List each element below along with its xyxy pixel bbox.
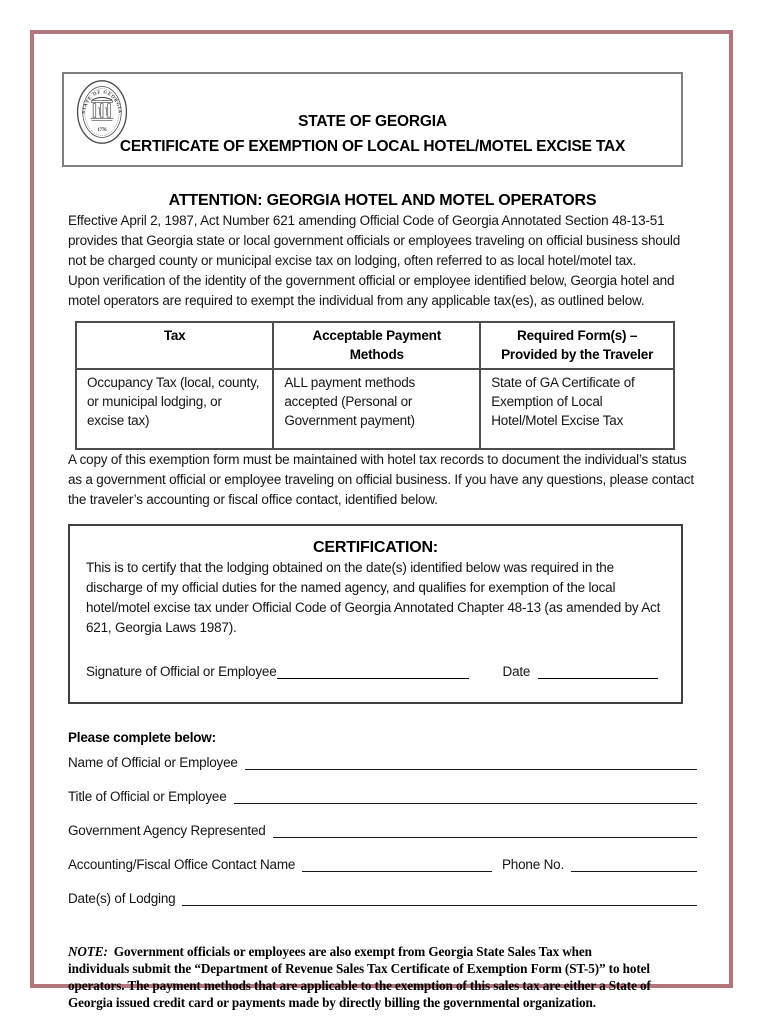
note-body: Government officials or employees are also exempt from Georgia State Sales Tax when individuals submit the “Department of Revenue Sales Tax Certificate of Exemption Form (ST-5)” to hotel operators. The payment methods that are applicable to the exemption of this sales tax are either a State of Georgia issued credit card or payments made by directly billing the governmental organization. (68, 944, 651, 1010)
document-title-line1: STATE OF GEORGIA (298, 113, 447, 130)
document-title-block (64, 109, 681, 159)
title-field-label: Title of Official or Employee (68, 789, 227, 804)
form-row-name (68, 753, 697, 773)
paragraph-copy-requirement: A copy of this exemption form must be maintained with hotel tax records to document the individual’s status as a government official or employee traveling on official business. If you have any questions, please contact the traveler’s accounting or fiscal office contact, identified below. (68, 452, 694, 507)
table-cell-payment-methods: ALL payment methods accepted (Personal or Government payment) (273, 369, 480, 449)
note-paragraph (68, 943, 656, 1011)
form-row-contact-phone (68, 855, 697, 875)
name-field-label: Name of Official or Employee (68, 755, 238, 770)
certification-title: CERTIFICATION: (313, 539, 438, 556)
complete-below-section (68, 728, 697, 909)
agency-field-label: Government Agency Represented (68, 823, 266, 838)
agency-field-line[interactable] (273, 836, 697, 838)
complete-below-heading: Please complete below: (68, 730, 216, 745)
signature-line[interactable] (277, 677, 469, 679)
contact-name-field-label: Accounting/Fiscal Office Contact Name (68, 857, 296, 872)
title-field-line[interactable] (234, 802, 697, 804)
document-header-box (62, 72, 683, 167)
table-row (76, 369, 674, 449)
tax-exemption-table (75, 321, 675, 450)
note-prefix: NOTE: (68, 944, 108, 959)
name-field-line[interactable] (245, 768, 697, 770)
document-content (34, 34, 729, 1011)
svg-text:1776: 1776 (97, 128, 107, 134)
table-header-required-forms: Required Form(s) – Provided by the Traveler (480, 322, 674, 369)
document-title-line2: CERTIFICATE OF EXEMPTION OF LOCAL HOTEL/MOTEL EXCISE TAX (119, 138, 626, 155)
date-line[interactable] (538, 677, 658, 679)
phone-field-line[interactable] (571, 870, 697, 872)
lodging-dates-field-label: Date(s) of Lodging (68, 891, 176, 906)
paragraph-effective-act: Effective April 2, 1987, Act Number 621 amending Official Code of Georgia Annotated Section 48-13-51 provides that Georgia state or local government officials or employees traveling on official business should not be charged county or municipal excise tax on lodging, often referred to as local hotel/motel tax. (68, 213, 680, 268)
table-cell-required-forms: State of GA Certificate of Exemption of Local Hotel/Motel Excise Tax (480, 369, 674, 449)
document-page (30, 30, 733, 1010)
date-label: Date (502, 664, 531, 679)
svg-text:STATE OF GEORGIA: STATE OF GEORGIA (81, 90, 123, 115)
contact-name-field-line[interactable] (302, 870, 492, 872)
form-row-agency (68, 821, 697, 841)
signature-label: Signature of Official or Employee (86, 664, 277, 679)
signature-row (86, 662, 665, 682)
table-cell-tax: Occupancy Tax (local, county, or municipal lodging, or excise tax) (76, 369, 273, 449)
table-header-payment-methods: Acceptable Payment Methods (273, 322, 480, 369)
table-header-tax: Tax (76, 322, 273, 369)
form-row-lodging-dates (68, 889, 697, 909)
paragraph-verification: Upon verification of the identity of the government official or employee identified below, Georgia hotel and motel operators are required to exempt the individual from any applicable tax(es), as outlined below. (68, 273, 675, 308)
attention-heading: ATTENTION: GEORGIA HOTEL AND MOTEL OPERATORS (168, 192, 597, 209)
certification-box (68, 524, 683, 704)
table-header-row (76, 322, 674, 369)
phone-field-label: Phone No. (502, 857, 564, 872)
form-row-title (68, 787, 697, 807)
lodging-dates-field-line[interactable] (182, 904, 697, 906)
certification-body: This is to certify that the lodging obtained on the date(s) identified below was required in the discharge of my official duties for the named agency, and qualifies for exemption of the local hotel/motel excise tax under Official Code of Georgia Annotated Chapter 48-13 (as amended by Act 621, Georgia Laws 1987). (86, 560, 661, 635)
